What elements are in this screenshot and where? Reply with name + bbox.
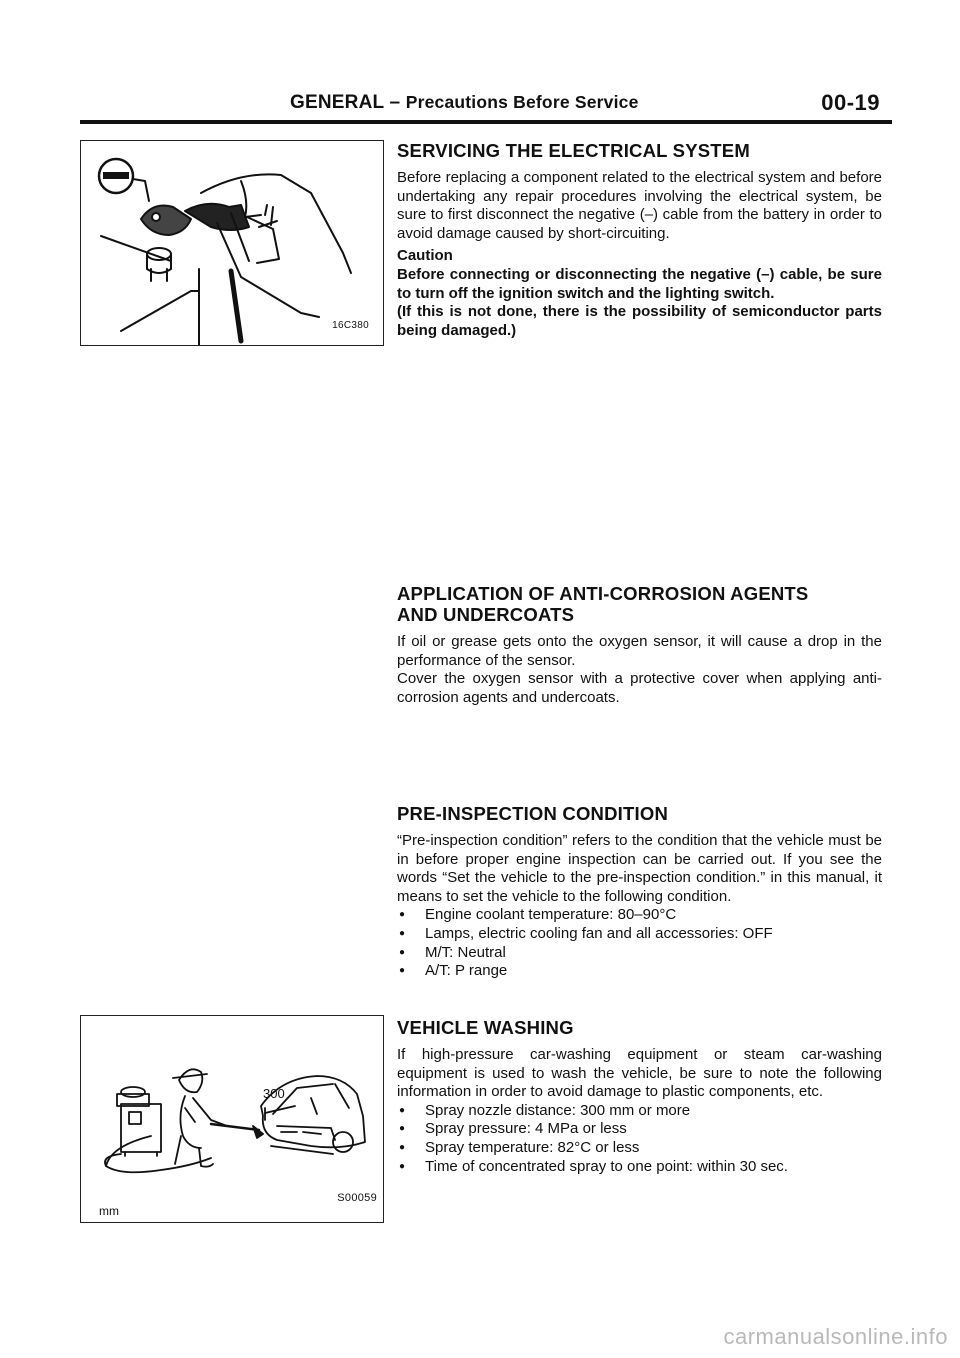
list-item: ● M/T: Neutral xyxy=(397,944,882,963)
header-subtitle: Precautions Before Service xyxy=(405,92,639,112)
battery-terminal-figure xyxy=(80,140,384,346)
section-heading: VEHICLE WASHING xyxy=(397,1017,574,1038)
list-item: ● Spray pressure: 4 MPa or less xyxy=(397,1120,882,1139)
figure-code: S00059 xyxy=(337,1192,377,1204)
figure-code: 16C380 xyxy=(332,320,369,331)
caution-text: Before connecting or disconnecting the negative (–) cable, be sure to turn off the ignition switch and the lighting switch. xyxy=(397,265,882,302)
page-number: 00-19 xyxy=(821,90,880,115)
section-body: “Pre-inspection condition” refers to the condition that the vehicle must be in before proper engine inspection can be carried out. If you see the words “Set the vehicle to the pre-inspection condition.” in this manual, it means to set the vehicle to the following condition. xyxy=(397,832,882,905)
header-separator: – xyxy=(389,92,401,113)
header-section: GENERAL xyxy=(290,92,384,113)
dimension-label: 300 xyxy=(263,1086,285,1101)
list-item: ● A/T: P range xyxy=(397,962,882,981)
section-body: If oil or grease gets onto the oxygen sensor, it will cause a drop in the performance of the sensor. xyxy=(397,633,882,669)
header-rule xyxy=(80,120,892,124)
list-item: ● Spray temperature: 82°C or less xyxy=(397,1139,882,1158)
section-heading: SERVICING THE ELECTRICAL SYSTEM xyxy=(397,140,750,161)
list-item: ● Time of concentrated spray to one point: within 30 sec. xyxy=(397,1158,882,1177)
washing-list xyxy=(397,1102,882,1176)
section-electrical-system xyxy=(397,140,882,344)
section-heading: PRE-INSPECTION CONDITION xyxy=(397,803,669,824)
section-heading xyxy=(397,583,882,625)
caution-note: (If this is not done, there is the possibility of semiconductor parts being damaged.) xyxy=(397,303,882,339)
page-header xyxy=(80,92,880,122)
list-item: ● Lamps, electric cooling fan and all accessories: OFF xyxy=(397,925,882,944)
header-title xyxy=(290,92,639,114)
section-vehicle-washing xyxy=(397,1017,882,1176)
section-body: If high-pressure car-washing equipment or steam car-washing equipment is used to wash the vehicle, be sure to note the following information in order to avoid damage to plastic components, etc. xyxy=(397,1046,882,1101)
caution-label: Caution xyxy=(397,247,453,265)
section-heading-line1: APPLICATION OF ANTI-CORROSION AGENTS xyxy=(397,583,809,604)
list-item: ● Engine coolant temperature: 80–90°C xyxy=(397,906,882,925)
watermark: carmanualsonline.info xyxy=(723,1324,948,1349)
vehicle-washing-figure xyxy=(80,1015,384,1223)
section-heading-line2: AND UNDERCOATS xyxy=(397,604,575,625)
section-preinspection xyxy=(397,803,882,981)
unit-label: mm xyxy=(99,1204,119,1218)
list-item: ● Spray nozzle distance: 300 mm or more xyxy=(397,1102,882,1121)
section-body: Cover the oxygen sensor with a protective cover when applying anti-corrosion agents and undercoats. xyxy=(397,670,882,706)
condition-list xyxy=(397,906,882,980)
battery-terminal-illustration xyxy=(81,141,383,345)
section-anticorrosion xyxy=(397,583,882,711)
section-body: Before replacing a component related to the electrical system and before undertaking any repair procedures involving the electrical system, be sure to first disconnect the negative (–) cable from the battery in order to avoid damage caused by short-circuiting. xyxy=(397,169,882,242)
